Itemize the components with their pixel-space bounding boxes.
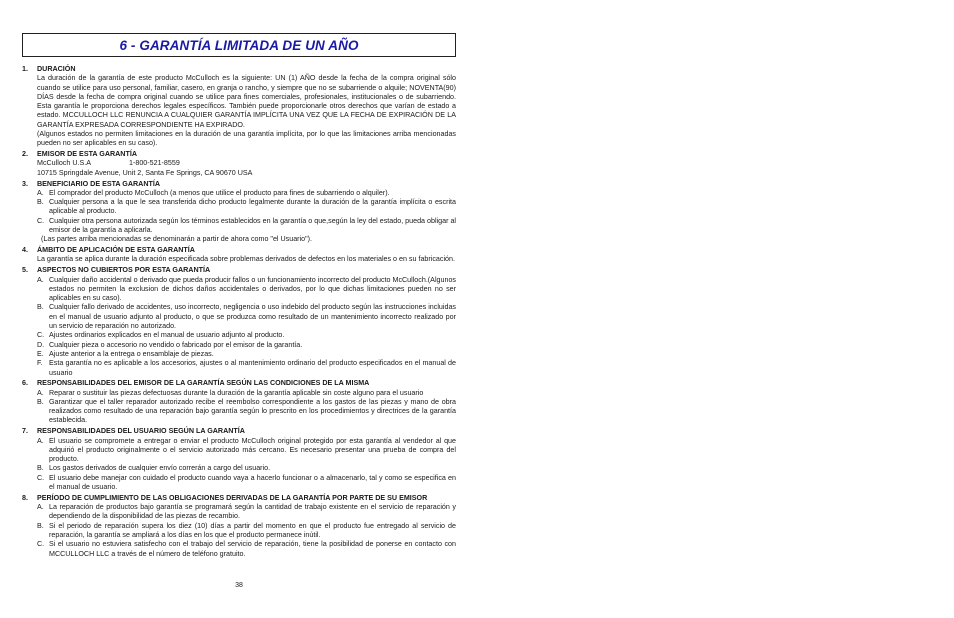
list-item: A. Cualquier daño accidental o derivado que pueda producir fallos o un funcionamiento incorrecto del producto McCulloch.(Algunos estados no permiten la exclusion de dichos daños accidentales o derivados, por lo que dichas limitaciones pueden no ser aplicables en su caso). <box>37 275 456 303</box>
list-item: A. El usuario se compromete a entregar o enviar el producto McCulloch original protegido por esta garantía al vendedor al que adquirió el producto originalmente o el servicio autorizado más cercano. Es necesario presentar una prueba de compra del producto. <box>37 436 456 464</box>
section-number: 8. <box>22 493 28 502</box>
section-issuer <box>22 150 456 178</box>
section-number: 5. <box>22 266 28 275</box>
section-heading: PERÍODO DE CUMPLIMIENTO DE LAS OBLIGACIONES DERIVADAS DE LA GARANTÍA POR PARTE DE SU EMISOR <box>37 493 428 502</box>
list-item: D. Cualquier pieza o accesorio no vendido o fabricado por el emisor de la garantía. <box>37 340 303 349</box>
list-item: C. El usuario debe manejar con cuidado el producto cuando vaya a hacerlo funcionar o a almacenarlo, tal y como se especifica en el manual de usuario. <box>37 473 456 492</box>
list-item: A. La reparación de productos bajo garantía se programará según la cantidad de trabajo existente en el servicio de reparación y dependiendo de la disponibilidad de las piezas de recambio. <box>37 503 456 521</box>
section-issuer-responsibilities <box>22 379 456 425</box>
section-beneficiary <box>22 180 456 245</box>
section-duration <box>22 65 456 149</box>
list-item: A. Reparar o sustituir las piezas defectuosas durante la duración de la garantía aplicable sin coste alguno para el usuario <box>37 388 424 397</box>
section-heading: RESPONSABILIDADES DEL USUARIO SEGÚN LA GARANTÍA <box>37 427 245 436</box>
section-number: 7. <box>22 427 28 436</box>
list-item: F. Esta garantía no es aplicable a los accesorios, ajustes o al mantenimiento ordinario del producto especificados en el manual de usuario <box>37 359 456 377</box>
issuer-name: McCulloch U.S.A <box>37 159 91 168</box>
list-item: C. Si el usuario no estuviera satisfecho con el trabajo del servicio de reparación, tiene la posibilidad de ponerse en contacto con MCCULLOCH LLC a través de el número de teléfono gratuito. <box>37 540 456 558</box>
paragraph: La garantía se aplica durante la duración especificada sobre problemas derivados de defectos en los materiales o en su fabricación. <box>37 255 455 264</box>
section-user-responsibilities <box>22 427 456 492</box>
paragraph: La duración de la garantía de este producto McCulloch es la siguiente: UN (1) AÑO desde la fecha de la compra original sólo cuando se utilice para uso personal, familiar, casero, en granja o rancho, y siempre que no se subarriende o alquile; NOVENTA(90) DÍAS desde la fecha de compra original cuando se utilice para fines comerciales, profesionales, institucionales o de subarriendo. Esta garantía le proporciona derechos legales específicos. También puede proporcionarle otros derechos que varían de estado a estado. MCCULLOCH LLC RENUNCIA A CUALQUIER GARANTÍA IMPLÍCITA UNA VEZ QUE LA FECHA DE EXPIRACIÓN DE LA GARANTÍA EXPRESADA CORRESPONDIENTE HA EXPIRADO. <box>37 74 456 129</box>
warranty-content <box>22 65 456 559</box>
section-scope <box>22 246 456 265</box>
title-box <box>22 33 456 57</box>
list-item: B. Garantizar que el taller reparador autorizado recibe el reembolso correspondiente a los gastos de las piezas y mano de obra realizados como resultado de una reparación bajo garantía según lo prescrito en los procedimientos y directrices de la garantía establecida. <box>37 397 456 425</box>
section-fulfillment-period <box>22 494 456 559</box>
section-not-covered <box>22 266 456 378</box>
issuer-phone: 1-800-521-8559 <box>129 159 180 168</box>
section-heading: ÁMBITO DE APLICACIÓN DE ESTA GARANTÍA <box>37 246 195 255</box>
list-item: B. Si el periodo de reparación supera los diez (10) días a partir del momento en que el producto fue entregado al servicio de reparación, la garantía se ampliará a los días en los que el producto permanece inútil. <box>37 521 456 540</box>
list-item: C. Ajustes ordinarios explicados en el manual de usuario adjunto al producto. <box>37 331 285 340</box>
section-heading: DURACIÓN <box>37 65 76 73</box>
list-item: C. Cualquier otra persona autorizada según los términos establecidos en la garantía o que,según la ley del estado, pueda obligar al emisor de la garantía a aplicarla. <box>37 216 456 235</box>
section-number: 4. <box>22 246 28 255</box>
section-number: 6. <box>22 379 28 388</box>
page-title: 6 - GARANTÍA LIMITADA DE UN AÑO <box>119 37 359 53</box>
warranty-page <box>22 33 456 559</box>
list-item: B. Cualquier persona a la que le sea transferida dicho producto legalmente durante la duración de la garantía implícita o escrita aplicable al producto. <box>37 198 456 216</box>
paragraph: (Algunos estados no permiten limitaciones en la duración de una garantía implícita, por lo que las limitaciones arriba mencionadas pueden no ser aplicables en su caso). <box>37 130 456 148</box>
note: (Las partes arriba mencionadas se denominarán a partir de ahora como "el Usuario"). <box>41 235 312 244</box>
list-item: A. El comprador del producto McCulloch (a menos que utilice el producto para fines de subarriendo o alquiler). <box>37 188 390 197</box>
issuer-address: 10715 Springdale Avenue, Unit 2, Santa Fe Springs, CA 90670 USA <box>37 168 253 177</box>
section-heading: ASPECTOS NO CUBIERTOS POR ESTA GARANTÍA <box>37 266 211 275</box>
list-item: B. Cualquier fallo derivado de accidentes, uso incorrecto, negligencia o uso indebido del producto según las instrucciones incluidas en el manual de usuario adjunto al producto, o que se produzca como resultado de un mantenimiento incorrecto realizado por un servicio de reparación no autorizado. <box>37 303 456 331</box>
list-item: E. Ajuste anterior a la entrega o ensamblaje de piezas. <box>37 349 214 358</box>
section-heading: EMISOR DE ESTA GARANTÍA <box>37 150 137 159</box>
list-item: B. Los gastos derivados de cualquier envío correrán a cargo del usuario. <box>37 464 271 473</box>
section-number: 2. <box>22 150 28 159</box>
section-heading: RESPONSABILIDADES DEL EMISOR DE LA GARANTÍA SEGÚN LAS CONDICIONES DE LA MISMA <box>37 379 370 388</box>
section-number: 3. <box>22 179 28 188</box>
section-heading: BENEFICIARIO DE ESTA GARANTÍA <box>37 179 160 188</box>
page-number: 38 <box>235 582 243 589</box>
section-number: 1. <box>22 65 28 73</box>
